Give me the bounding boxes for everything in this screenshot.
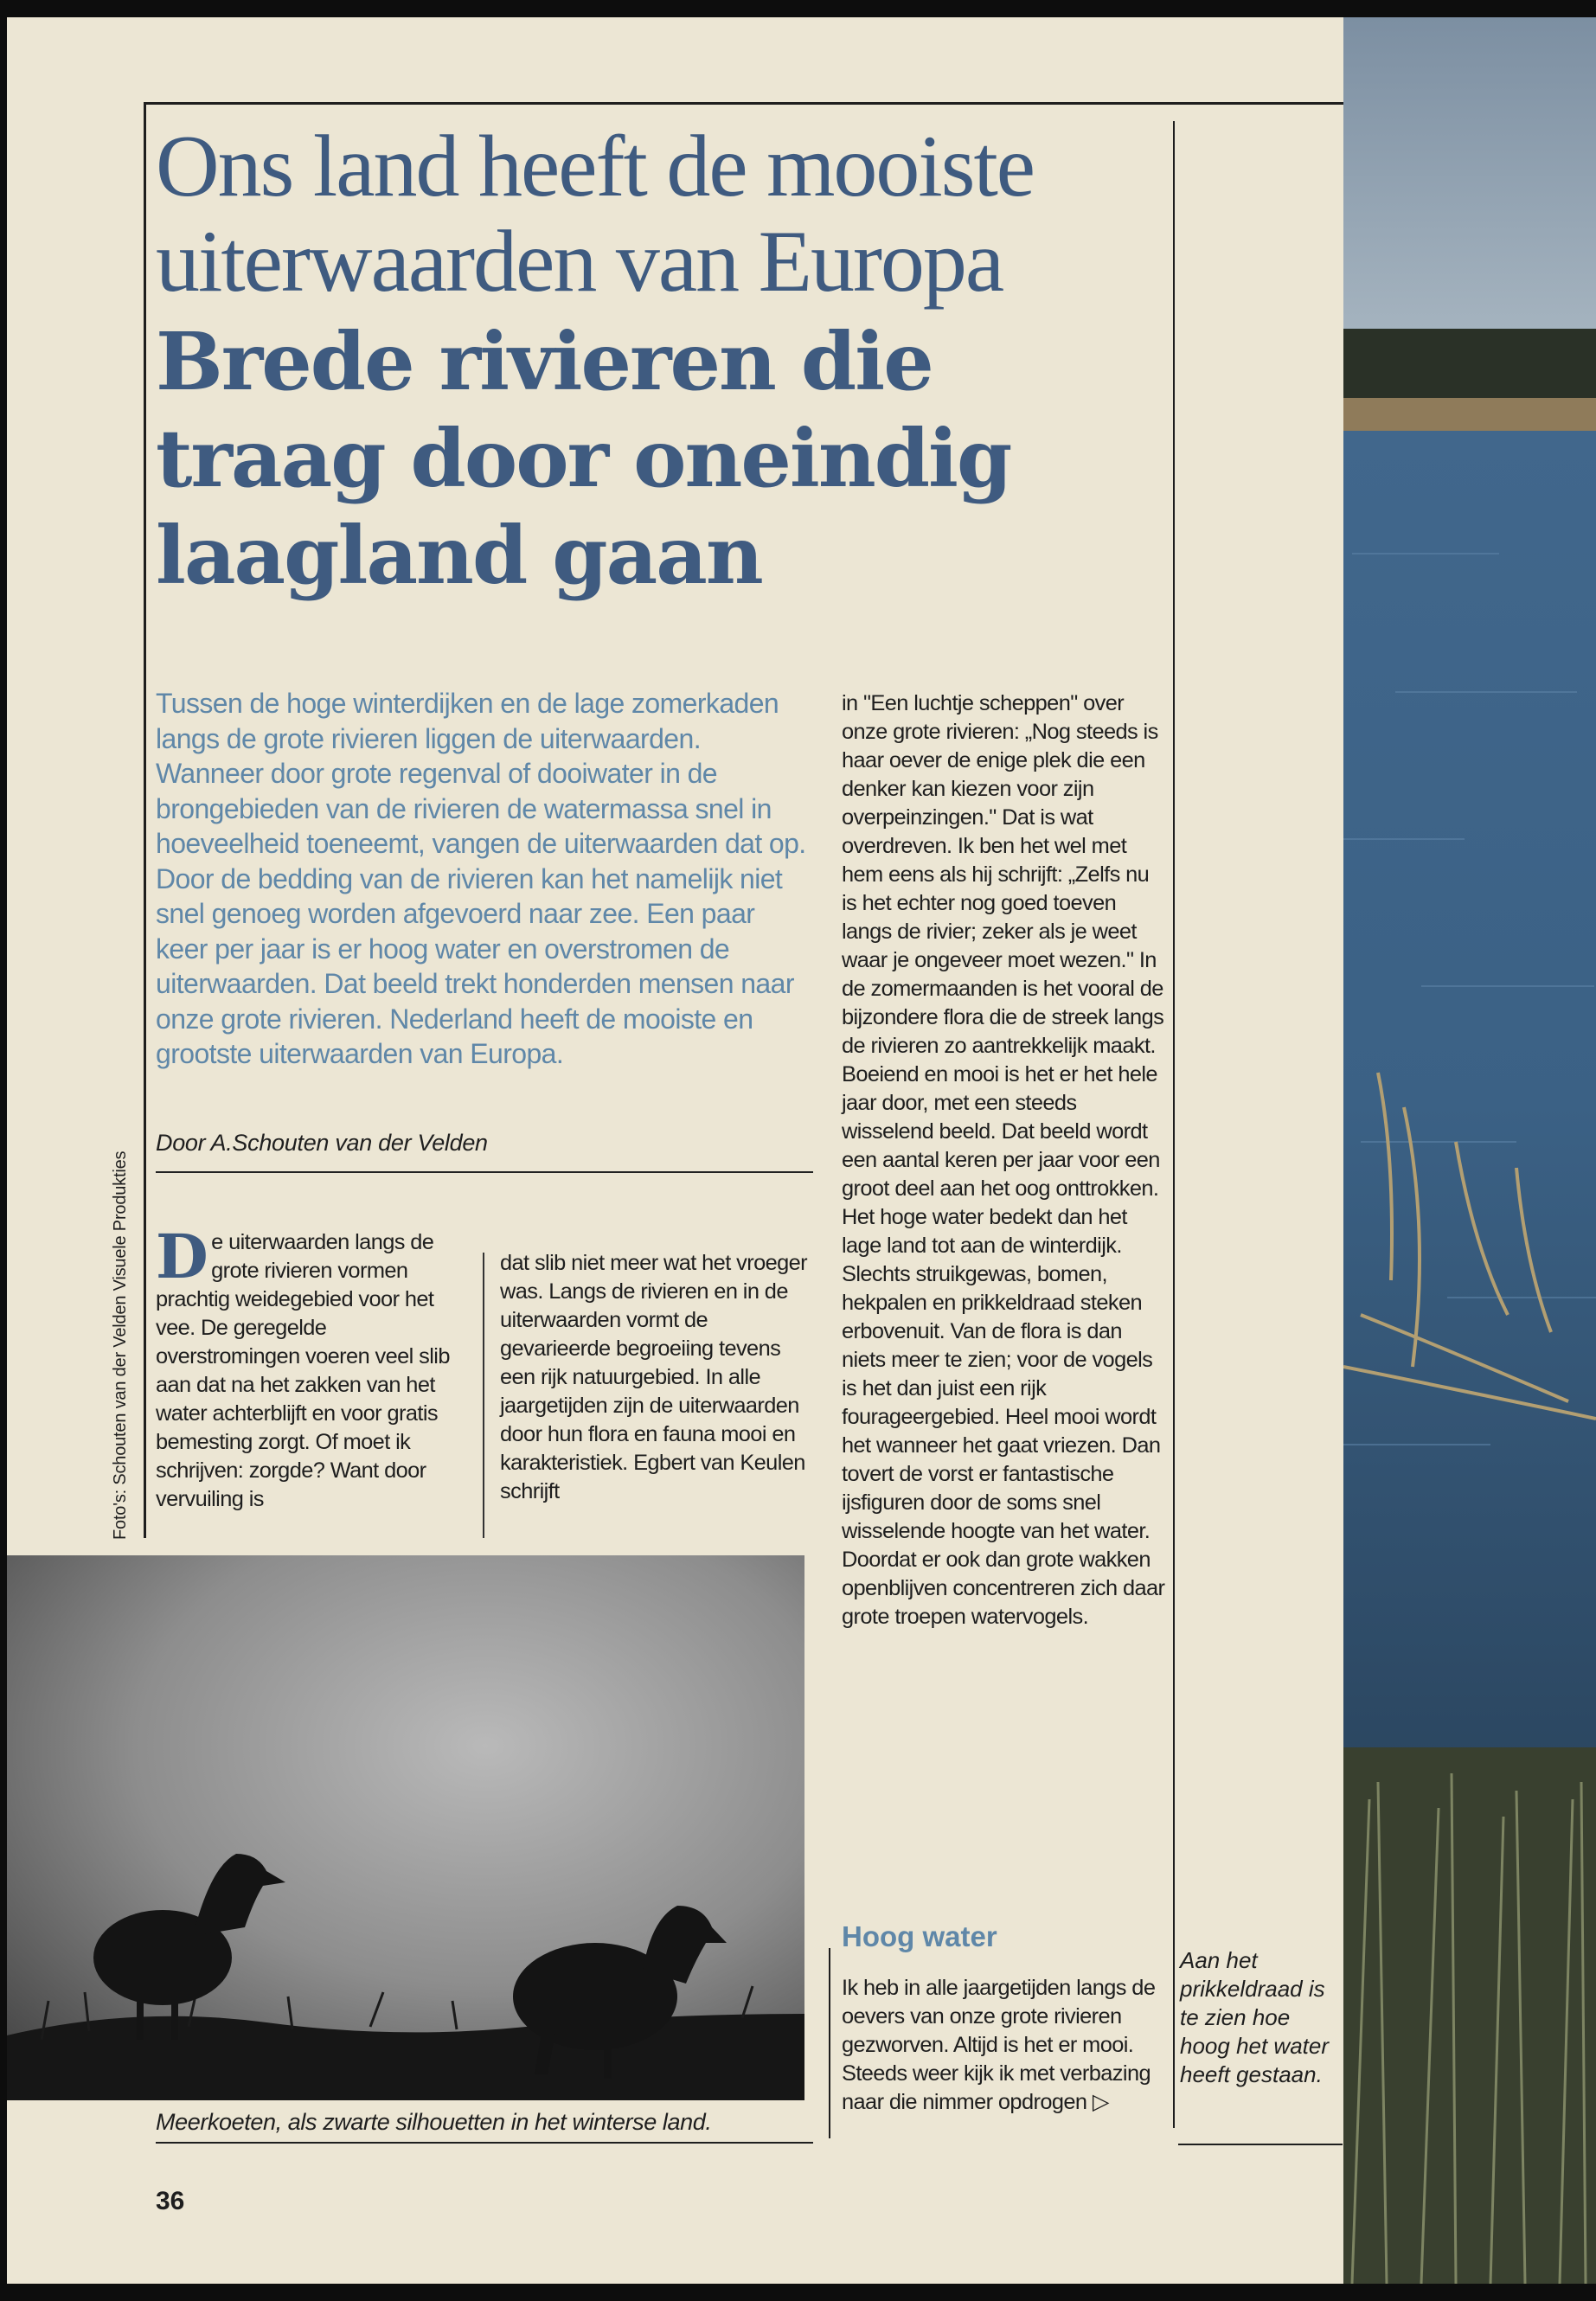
body-column-1-text: e uiterwaarden langs de grote rivieren vormen prachtig weidegebied voor het vee. De geregelde overstromingen voeren veel slib aan dat na het zakken van het water achterblijft en voor gratis bemesting zorgt. Of moet ik schrijven: zorgde? Want door vervuiling is [156, 1230, 450, 1511]
magazine-page [7, 17, 1596, 2284]
article-subtitle: Brede rivieren die traag door oneindig laagland gaan [156, 315, 1011, 602]
column-divider [483, 1253, 484, 1538]
frame-bottom-rule [1178, 2144, 1343, 2145]
article-byline: Door A.Schouten van der Velden [156, 1130, 488, 1156]
side-photo-caption: Aan het prikkeldraad is te zien hoe hoog het water heeft gestaan. [1180, 1947, 1330, 2087]
section-subhead: Hoog water [842, 1920, 997, 1952]
coots-photo-image [7, 1555, 804, 2100]
coots-photo [7, 1555, 804, 2100]
flooded-river-photo-image [1343, 17, 1596, 2284]
body-column-3-continued: Ik heb in alle jaargetijden langs de oevers van onze grote rivieren gezworven. Altijd is het er mooi. Steeds weer kijk ik met verbazing naar die nimmer opdrogen ▷ [842, 1976, 1156, 2114]
frame-col3-rule [829, 1948, 830, 2138]
body-column-3: in "Een luchtje scheppen" over onze grote rivieren: „Nog steeds is haar oever de enige plek die een denker kan kiezen voor zijn overpeinzingen." Dat is wat overdreven. Ik ben het wel met hem eens als hij schrijft: „Zelfs nu is het echter nog goed toeven langs de rivier; zeker als je weet waar je ongeveer moet wezen." In de zomermaanden is het vooral de bijzondere flora die de streek langs de rivieren zo aantrekkelijk maakt. Boeiend en mooi is het er het hele jaar door, met een steeds wisselend beeld. Dat beeld wordt een aantal keren per jaar voor een groot deel aan het oog onttrokken. Het hoge water bedekt dan het lage land tot aan de winterdijk. Slechts struikgewas, bomen, hekpalen en prikkeldraad steken erbovenuit. Van de flora is dan niets meer te zien; voor de vogels is het dan juist een rijk fourageergebied. Heel mooi wordt het wanneer het gaat vriezen. Dan tovert de vorst er fantastische ijsfiguren door de soms snel wisselende hoogte van het water. Doordat er ook dan grote wakken openblijven concentreren zich daar grote troepen watervogels. [842, 691, 1165, 1629]
body-column-1 [156, 1221, 467, 1514]
frame-inner-rule [1173, 121, 1175, 2128]
caption-rule [156, 2142, 813, 2144]
page-number: 36 [156, 2187, 185, 2215]
flooded-river-photo [1343, 17, 1596, 2284]
article-title: Ons land heeft de mooiste uiterwaarden van Europa [156, 118, 1035, 311]
drop-cap: D [156, 1221, 208, 1292]
article-intro: Tussen de hoge winterdijken en de lage zomerkaden langs de grote rivieren liggen de uiterwaarden. Wanneer door grote regenval of dooiwater in de brongebieden van de rivieren de watermassa snel in hoeveelheid toeneemt, vangen de uiterwaarden dat op. Door de bedding van de rivieren kan het namelijk niet snel genoeg worden afgevoerd naar zee. Een paar keer per jaar is er hoog water en overstromen de uiterwaarden. Dat beeld trekt honderden mensen naar onze grote rivieren. Nederland heeft de mooiste en grootste uiterwaarden van Europa. [156, 688, 806, 1069]
photo-caption: Meerkoeten, als zwarte silhouetten in het winterse land. [156, 2109, 712, 2135]
frame-top-rule [145, 102, 1343, 105]
byline-rule [156, 1171, 813, 1173]
frame-left-rule [144, 102, 146, 1538]
body-column-2: dat slib niet meer wat het vroeger was. Langs de rivieren en in de uiterwaarden vormt de gevarieerde begroeiing tevens een rijk natuurgebied. In alle jaargetijden zijn de uiterwaarden door hun flora en fauna mooi en karakteristiek. Egbert van Keulen schrijft [500, 1251, 808, 1503]
photo-credit: Foto's: Schouten van der Velden Visuele Produkties [111, 1150, 130, 1540]
